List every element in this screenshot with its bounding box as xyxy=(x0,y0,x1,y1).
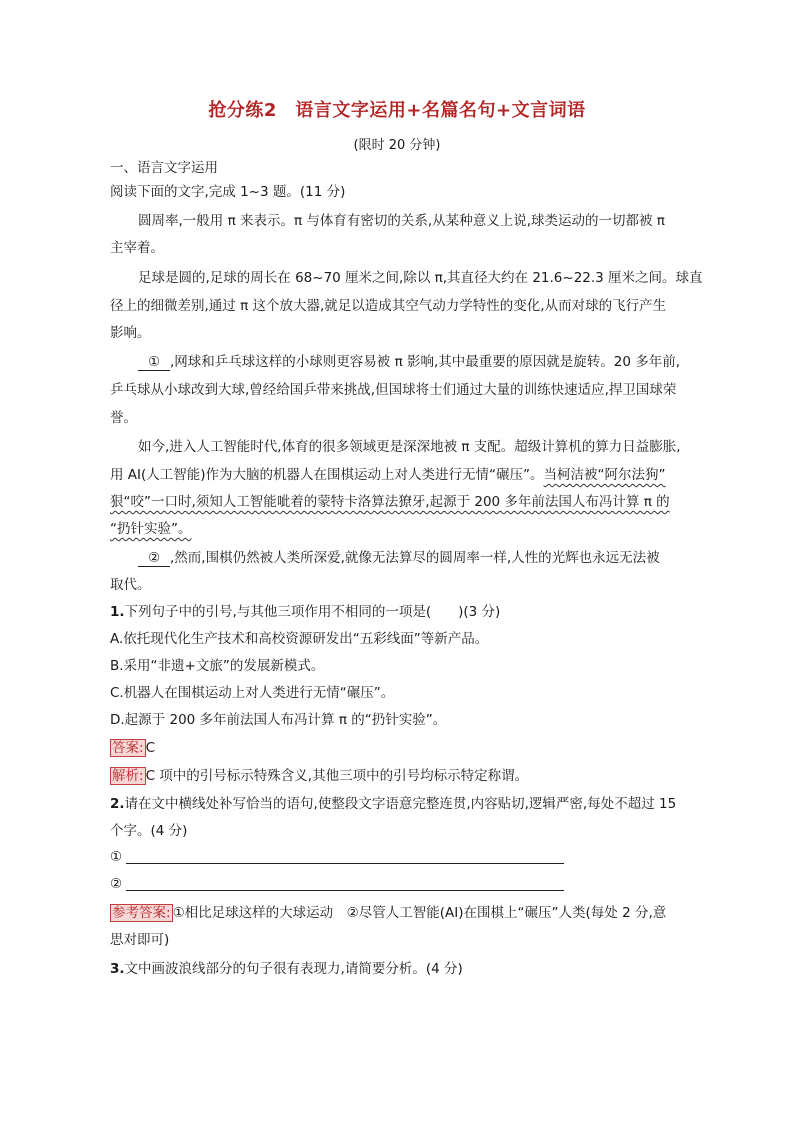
para1-line1: 圆周率,一般用 π 来表示。π 与体育有密切的关系,从某种意义上说,球类运动的一切都被 π xyxy=(138,213,665,229)
para2-line2: 径上的细微差别,通过 π 这个放大器,就足以造成其空气动力学特性的变化,从而对球的飞行产生 xyxy=(110,298,667,314)
answer-line-1[interactable] xyxy=(126,862,564,864)
option-c[interactable]: C.机器人在围棋运动上对人类进行无情“碾压”。 xyxy=(110,685,395,701)
para5-line2: 取代。 xyxy=(110,577,151,593)
reference-answer-label: 参考答案: xyxy=(112,905,171,921)
para2-line3: 影响。 xyxy=(110,325,151,341)
para3-line1-text: ,网球和乒乓球这样的小球则更容易被 π 影响,其中最重要的原因就是旋转。20 多年前, xyxy=(170,354,681,370)
para3-line1 xyxy=(138,354,680,371)
para4-line2 xyxy=(110,467,666,483)
para4-line3 xyxy=(110,494,670,510)
answer-row xyxy=(110,740,155,756)
para4-line1: 如今,进入人工智能时代,体育的很多领域更是深深地被 π 支配。超级计算机的算力日益膨胀, xyxy=(138,439,681,455)
question-2 xyxy=(110,796,676,812)
question-1 xyxy=(110,604,500,620)
reference-answer-row xyxy=(110,905,666,921)
question-2-line2: 个字。(4 分) xyxy=(110,823,188,839)
instruction: 阅读下面的文字,完成 1~3 题。(11 分) xyxy=(110,184,346,200)
para3-line2: 乒乓球从小球改到大球,曾经给国乒带来挑战,但国球将士们通过大量的训练快速适应,捍卫国球荣 xyxy=(110,382,677,398)
analysis-row xyxy=(110,768,528,784)
analysis-text: C 项中的引号标示特殊含义,其他三项中的引号均标示特定称谓。 xyxy=(145,768,529,784)
wavy-sentence-end: “扔针实验”。 xyxy=(110,521,192,537)
time-limit: (限时 20 分钟) xyxy=(353,138,441,153)
blank-2[interactable]: ② xyxy=(138,550,170,567)
para5-line1-text: ,然而,围棋仍然被人类所深爱,就像无法算尽的圆周率一样,人性的光辉也永远无法被 xyxy=(170,550,660,566)
option-a[interactable]: A.依托现代化生产技术和高校资源研发出“五彩线面”等新产品。 xyxy=(110,631,489,647)
option-b[interactable]: B.采用“非遗+文旅”的发展新模式。 xyxy=(110,658,325,674)
answer-label: 答案: xyxy=(112,740,144,756)
question-1-number: 1. xyxy=(110,604,125,620)
para4-line2-text: 用 AI(人工智能)作为大脑的机器人在围棋运动上对人类进行无情“碾压”。 xyxy=(110,467,544,483)
question-3-text: 文中画波浪线部分的句子很有表现力,请简要分析。(4 分) xyxy=(124,961,463,977)
wavy-sentence-start: 当柯洁被“阿尔法狗” xyxy=(543,467,666,483)
question-2-text: 请在文中横线处补写恰当的语句,使整段文字语意完整连贯,内容贴切,逻辑严密,每处不超过 15 xyxy=(124,796,677,812)
question-2-number: 2. xyxy=(110,796,125,812)
para3-line3: 誉。 xyxy=(110,410,137,426)
reference-answer-text: ①相比足球这样的大球运动 ②尽管人工智能(AI)在围棋上“碾压”人类(每处 2 分,意 xyxy=(172,905,667,921)
para4-line4 xyxy=(110,521,192,537)
answer-line-2[interactable] xyxy=(126,889,564,891)
question-3-number: 3. xyxy=(110,961,125,977)
wavy-sentence-middle: 狠“咬”一口时,须知人工智能呲着的蒙特卡洛算法獠牙,起源于 200 多年前法国人布冯计算 π 的 xyxy=(110,494,670,510)
answer-value: C xyxy=(145,740,155,756)
para1-line2: 主宰着。 xyxy=(110,240,164,256)
fill-mark-1: ① xyxy=(110,849,123,865)
reference-answer-line2: 思对即可) xyxy=(110,932,170,948)
question-1-text: 下列句子中的引号,与其他三项作用不相同的一项是( )(3 分) xyxy=(124,604,501,620)
analysis-label: 解析: xyxy=(112,768,144,784)
para5-line1 xyxy=(138,550,660,567)
blank-1[interactable]: ① xyxy=(138,354,170,371)
section-heading: 一、语言文字运用 xyxy=(110,160,218,176)
fill-mark-2: ② xyxy=(110,876,123,892)
page-title: 抢分练2 语言文字运用+名篇名句+文言词语 xyxy=(208,100,586,121)
option-d[interactable]: D.起源于 200 多年前法国人布冯计算 π 的“扔针实验”。 xyxy=(110,712,447,728)
question-3 xyxy=(110,961,463,977)
para2-line1: 足球是圆的,足球的周长在 68~70 厘米之间,除以 π,其直径大约在 21.6~22.3 厘米之间。球直 xyxy=(138,270,703,286)
